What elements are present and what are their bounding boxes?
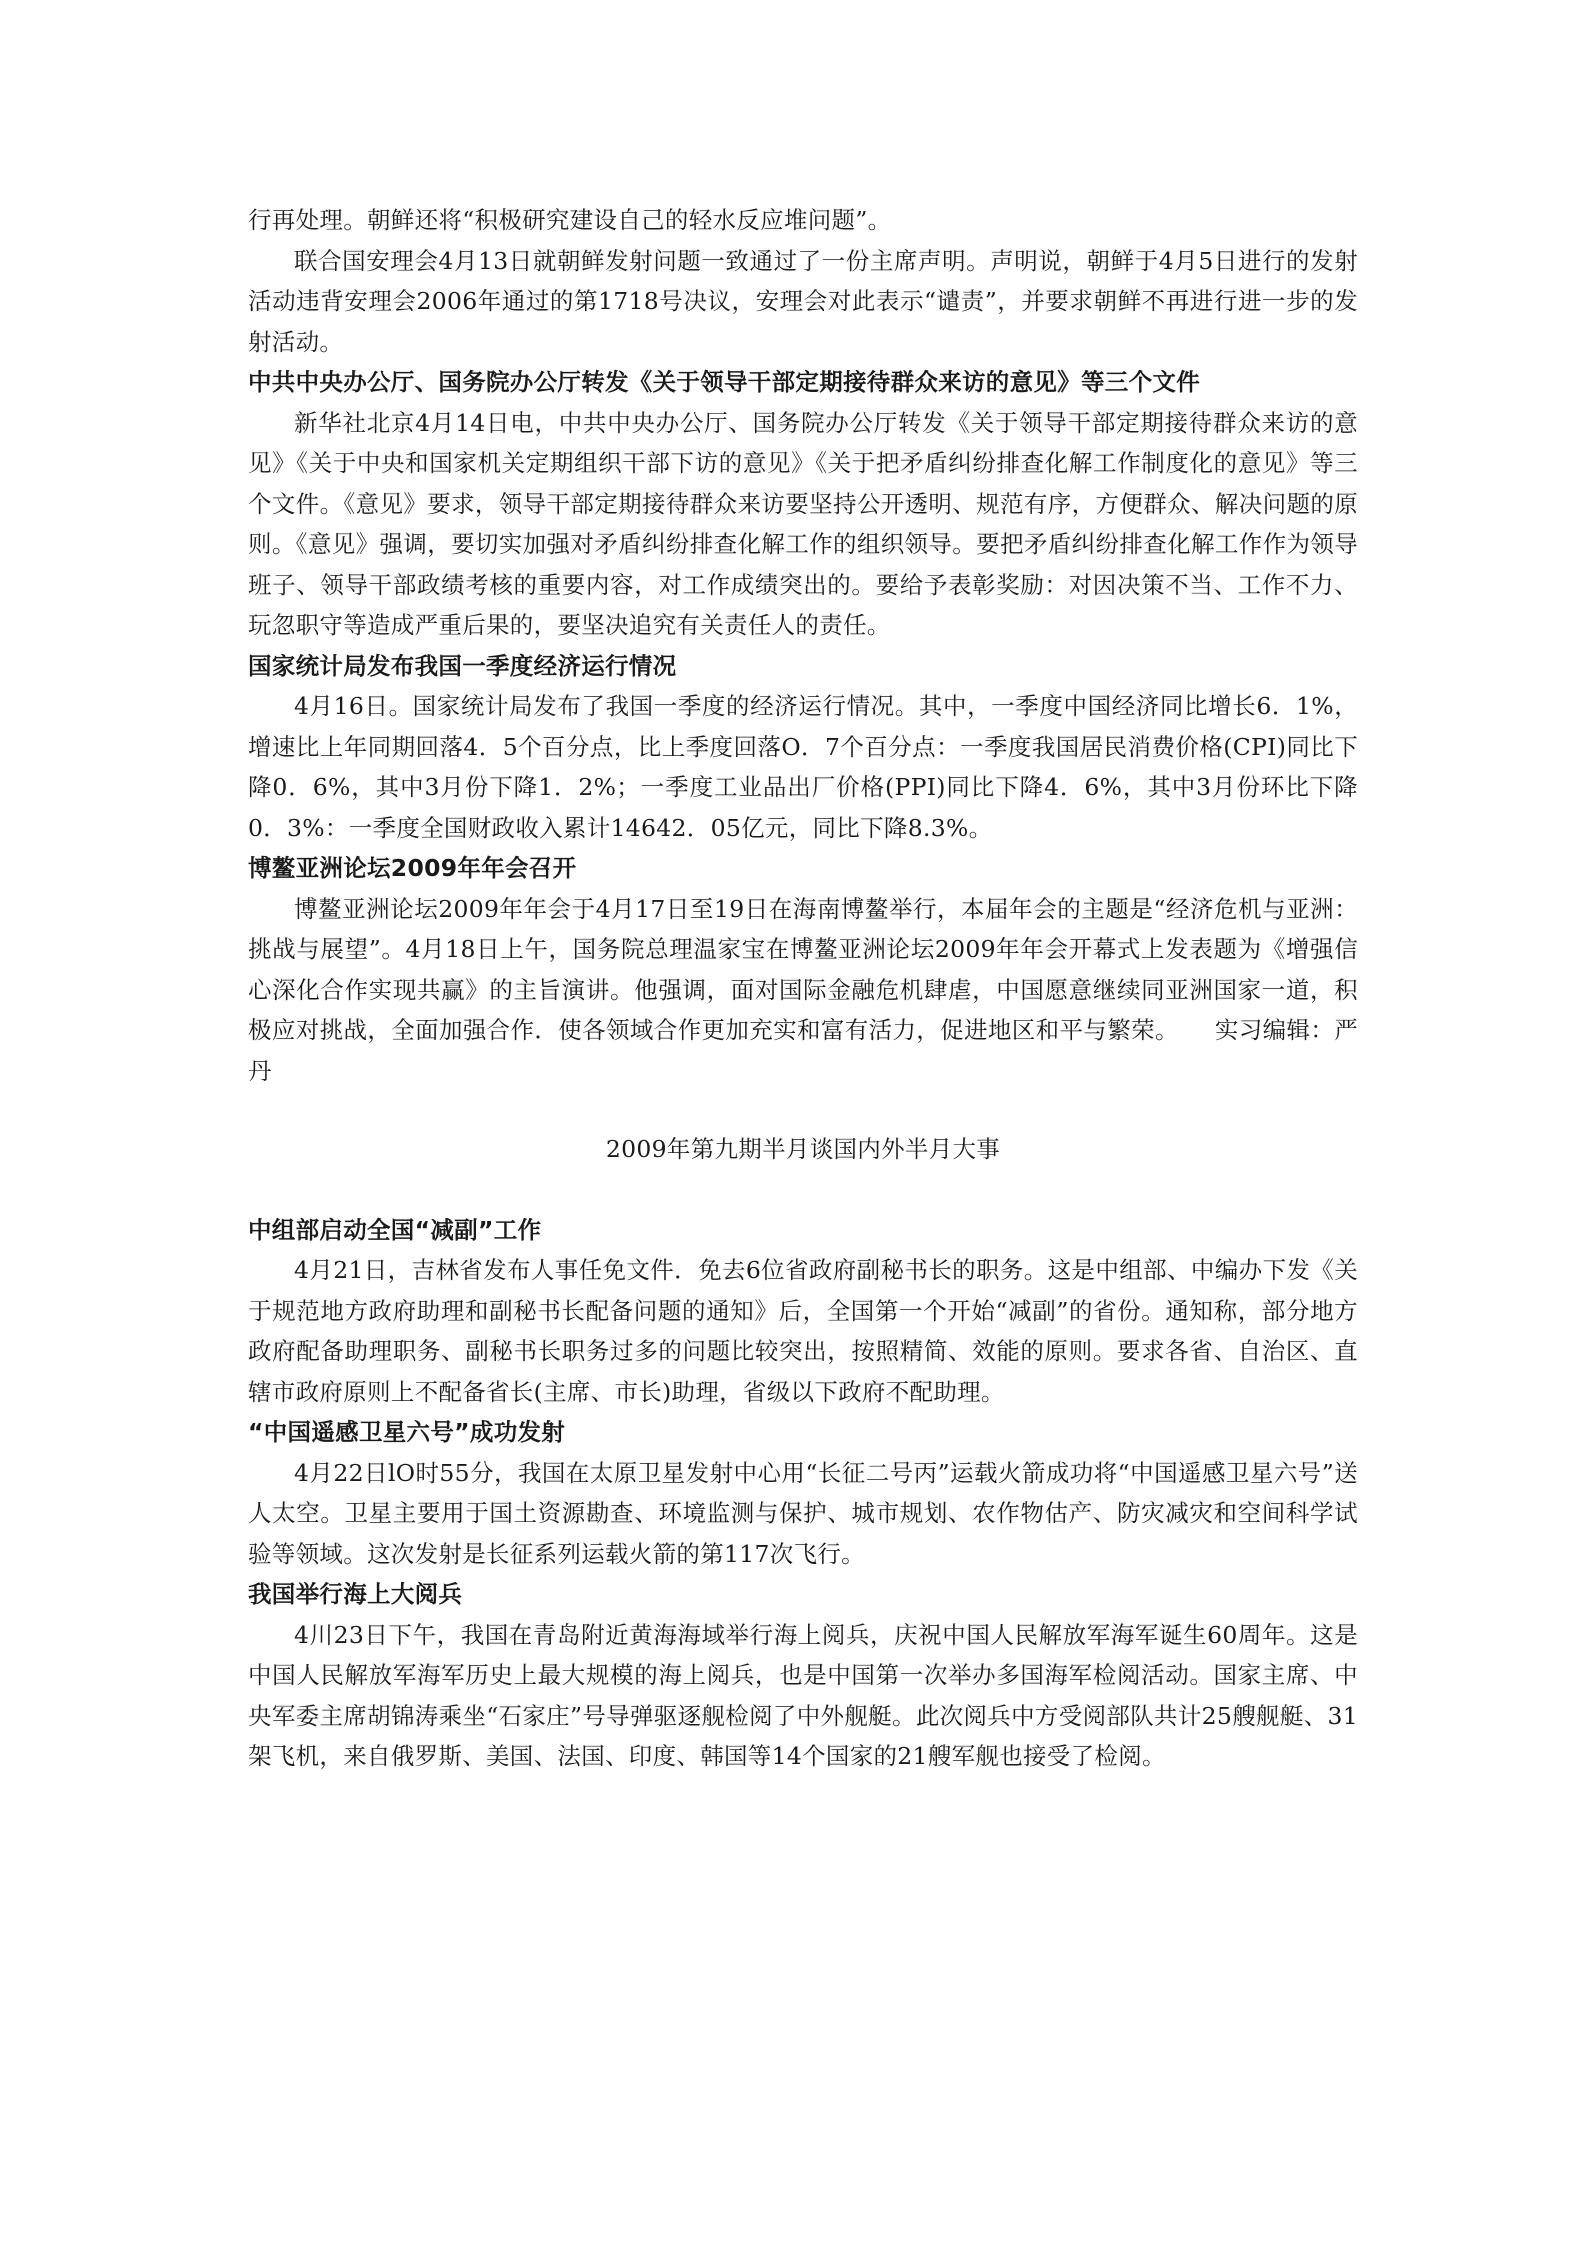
issue-title: 2009年第九期半月谈国内外半月大事 xyxy=(605,1135,1001,1163)
section-heading-petition-documents: 中共中央办公厅、国务院办公厅转发《关于领导干部定期接待群众来访的意见》等三个文件 xyxy=(248,368,1200,396)
intro-paragraph-un: 联合国安理会4月13日就朝鲜发射问题一致通过了一份主席声明。声明说，朝鲜于4月5日进行的发射活动违背安理会2006年通过的第1718号决议，安理会对此表示“谴责”，并要求朝鲜不再进行进一步的发射活动。 xyxy=(248,246,1358,356)
section-body-economy-q1: 4月16日。国家统计局发布了我国一季度的经济运行情况。其中，一季度中国经济同比增长6．1%，增速比上年同期回落4．5个百分点，比上季度回落O．7个百分点：一季度我国居民消费价格(CPI)同比下降0．6%，其中3月份下降1．2%；一季度工业品出厂价格(PPI)同比下降4．6%，其中3月份环比下降0．3%：一季度全国财政收入累计14642．05亿元，同比下降8.3%。 xyxy=(248,692,1358,842)
section-body-petition-documents: 新华社北京4月14日电，中共中央办公厅、国务院办公厅转发《关于领导干部定期接待群众来访的意见》《关于中央和国家机关定期组织干部下访的意见》《关于把矛盾纠纷排查化解工作制度化的意见》等三个文件。《意见》要求，领导干部定期接待群众来访要坚持公开透明、规范有序，方便群众、解决问题的原则。《意见》强调，要切实加强对矛盾纠纷排查化解工作的组织领导。要把矛盾纠纷排查化解工作作为领导班子、领导干部政绩考核的重要内容，对工作成绩突出的。要给予表彰奖励：对因决策不当、工作不力、玩忽职守等造成严重后果的，要坚决追究有关责任人的责任。 xyxy=(248,408,1358,639)
intro-paragraph-continued: 行再处理。朝鲜还将“积极研究建设自己的轻水反应堆问题”。 xyxy=(248,206,892,234)
section-heading-boao-forum: 博鳌亚洲论坛2009年年会召开 xyxy=(248,854,577,882)
section-heading-satellite-launch: “中国遥感卫星六号”成功发射 xyxy=(248,1418,566,1446)
section-body-naval-review: 4川23日下午，我国在青岛附近黄海海域举行海上阅兵，庆祝中国人民解放军海军诞生60周年。这是中国人民解放军海军历史上最大规模的海上阅兵，也是中国第一次举办多国海军检阅活动。国家主席、中央军委主席胡锦涛乘坐“石家庄”号导弹驱逐舰检阅了中外舰艇。此次阅兵中方受阅部队共计25艘舰艇、31架飞机，来自俄罗斯、美国、法国、印度、韩国等14个国家的21艘军舰也接受了检阅。 xyxy=(248,1620,1358,1770)
section-heading-naval-review: 我国举行海上大阅兵 xyxy=(248,1580,463,1608)
section-body-reduce-deputies: 4月21日，吉林省发布人事任免文件．免去6位省政府副秘书长的职务。这是中组部、中编办下发《关于规范地方政府助理和副秘书长配备问题的通知》后，全国第一个开始“减副”的省份。通知称，部分地方政府配备助理职务、副秘书长职务过多的问题比较突出，按照精简、效能的原则。要求各省、自治区、直辖市政府原则上不配备省长(主席、市长)助理，省级以下政府不配助理。 xyxy=(248,1256,1358,1406)
section-body-boao-forum: 博鳌亚洲论坛2009年年会于4月17日至19日在海南博鳌举行，本届年会的主题是“经济危机与亚洲：挑战与展望”。4月18日上午，国务院总理温家宝在博鳌亚洲论坛2009年年会开幕式上发表题为《增强信心深化合作实现共赢》的主旨演讲。他强调，面对国际金融危机肆虐，中国愿意继续同亚洲国家一道，积极应对挑战，全面加强合作．使各领域合作更加充实和富有活力，促进地区和平与繁荣。 实习编辑：严丹 xyxy=(248,894,1358,1085)
section-body-satellite-launch: 4月22日lO时55分，我国在太原卫星发射中心用“长征二号丙”运载火箭成功将“中国遥感卫星六号”送人太空。卫星主要用于国土资源勘查、环境监测与保护、城市规划、农作物估产、防灾减灾和空间科学试验等领域。这次发射是长征系列运载火箭的第117次飞行。 xyxy=(248,1458,1358,1568)
document-page xyxy=(248,200,1358,1777)
section-heading-economy-q1: 国家统计局发布我国一季度经济运行情况 xyxy=(248,651,677,680)
section-heading-reduce-deputies: 中组部启动全国“减副”工作 xyxy=(248,1215,542,1244)
